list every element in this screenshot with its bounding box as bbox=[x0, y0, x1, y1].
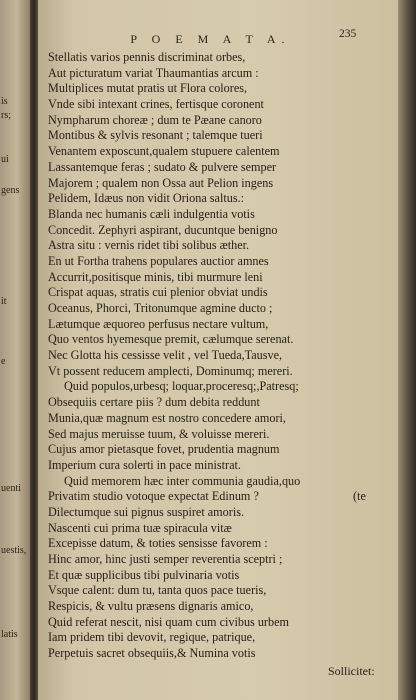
poem-line-text: Lassantemque feras ; sudato & pulvere semper bbox=[48, 159, 277, 174]
poem-line-text: Quid populos,urbesq; loquar,proceresq;,Patresq; bbox=[64, 379, 299, 394]
poem-line-text: Perpetuis sacret obsequiis,& Numina votis bbox=[48, 646, 256, 661]
poem-line bbox=[48, 66, 392, 82]
poem-line bbox=[48, 552, 392, 568]
poem-line-text: Blanda nec humanis cæli indulgentia votis bbox=[48, 206, 255, 221]
side-note: (te bbox=[353, 489, 366, 504]
poem-line bbox=[48, 474, 392, 490]
poem-line-text: Concedit. Zephyri aspirant, ducuntque benigno bbox=[48, 222, 278, 237]
poem-line bbox=[48, 50, 392, 66]
poem-line-text: Accurrit,positisque minis, tibi murmure leni bbox=[48, 269, 263, 284]
poem-line bbox=[48, 176, 392, 192]
poem-line-text: Et quæ supplicibus tibi pulvinaria votis bbox=[48, 567, 240, 582]
poem-line bbox=[48, 254, 392, 270]
page-edge-shadow bbox=[398, 0, 416, 700]
poem-line-text: Iam pridem tibi devovit, regique, patrique, bbox=[48, 630, 256, 645]
poem-line bbox=[48, 630, 392, 646]
poem-line bbox=[48, 160, 392, 176]
poem-line-text: Respicis, & vultu præsens dignaris amico, bbox=[48, 599, 254, 614]
poem-line bbox=[48, 317, 392, 333]
poem-line-text: Vnde sibi intexant crines, fertisque coronent bbox=[48, 97, 264, 112]
poem-line-text: Crispat aquas, stratis cui plenior obviat undis bbox=[48, 285, 268, 300]
poem-line bbox=[48, 583, 392, 599]
left-page-fragment: uestis, bbox=[1, 545, 27, 556]
page-number: 235 bbox=[339, 28, 357, 40]
poem-line bbox=[48, 536, 392, 552]
poem-line-text: Quid memorem hæc inter communia gaudia,quo bbox=[64, 473, 301, 488]
poem-line bbox=[48, 458, 392, 474]
poem-line-text: Quo ventos hyemesque premit, cælumque serenat. bbox=[48, 332, 294, 347]
poem-line bbox=[48, 270, 392, 286]
poem-line bbox=[48, 81, 392, 97]
poem-line bbox=[48, 568, 392, 584]
poem-line-text: En ut Fortha trahens populares auctior amnes bbox=[48, 253, 269, 268]
poem-line bbox=[48, 191, 392, 207]
poem-line-text: Dilectumque sui pignus suspiret amoris. bbox=[48, 504, 244, 519]
poem-line-text: Nascenti cui prima tuæ spiracula vitæ bbox=[48, 520, 232, 535]
poem-line bbox=[48, 348, 392, 364]
poem-line bbox=[48, 646, 392, 662]
book-gutter bbox=[30, 0, 38, 700]
poem-line bbox=[48, 128, 392, 144]
poem-line-text: Sed majus meruisse tuum, & voluisse mereri. bbox=[48, 426, 270, 441]
poem-line bbox=[48, 285, 392, 301]
left-page-fragment: ui bbox=[1, 154, 9, 165]
left-page-fragment: gens bbox=[1, 185, 20, 196]
poem-line bbox=[48, 489, 392, 505]
poem-line bbox=[48, 395, 392, 411]
poem-line-text: Pelidem, Idæus non vidit Oriona saltus.: bbox=[48, 191, 245, 206]
poem-line-text: Lætumque æquoreo perfusus nectare vultum, bbox=[48, 316, 269, 331]
poem-line bbox=[48, 505, 392, 521]
poem-text-block bbox=[48, 50, 392, 662]
poem-line-text: Nympharum choreæ ; dum te Pæane canoro bbox=[48, 112, 262, 127]
poem-line-text: Imperium cura solerti in pace ministrat. bbox=[48, 457, 241, 472]
poem-line bbox=[48, 411, 392, 427]
left-page-fragment: is bbox=[1, 96, 8, 107]
poem-line-text: Hinc amor, hinc justi semper reverentia sceptri ; bbox=[48, 552, 283, 566]
poem-line bbox=[48, 238, 392, 254]
left-page-edge bbox=[0, 0, 30, 700]
poem-line bbox=[48, 521, 392, 537]
poem-line-text: Privatim studio votoque expectat Edinum ? bbox=[48, 489, 259, 504]
poem-line-text: Vsque calent: dum tu, tanta quos pace tueris, bbox=[48, 583, 267, 598]
catchword: Sollicitet: bbox=[328, 664, 375, 678]
poem-line-text: Oceanus, Phorci, Tritonumque agmine ducto ; bbox=[48, 301, 273, 315]
left-page-fragment: rs; bbox=[1, 110, 11, 121]
right-page bbox=[38, 0, 398, 700]
poem-line bbox=[48, 113, 392, 129]
poem-line-text: Nec Glotta his cessisse velit , vel Tueda,Tausve, bbox=[48, 348, 283, 363]
left-page-fragment: uenti bbox=[1, 483, 21, 494]
poem-line bbox=[48, 301, 392, 317]
poem-line bbox=[48, 379, 392, 395]
left-page-fragment: latis bbox=[1, 629, 18, 640]
poem-line-text: Aut picturatum variat Thaumantias arcum : bbox=[48, 65, 259, 80]
poem-line bbox=[48, 144, 392, 160]
poem-line-text: Multiplices mutat pratis ut Flora colores, bbox=[48, 81, 248, 96]
poem-line bbox=[48, 223, 392, 239]
poem-line-text: Munia,quæ magnum est nostro concedere amori, bbox=[48, 410, 286, 425]
running-head: P O E M A T A. bbox=[130, 32, 291, 46]
poem-line bbox=[48, 615, 392, 631]
poem-line-text: Venantem exposcunt,qualem stupuere calentem bbox=[48, 144, 280, 159]
poem-line bbox=[48, 427, 392, 443]
poem-line bbox=[48, 97, 392, 113]
poem-line bbox=[48, 599, 392, 615]
poem-line-text: Astra situ : vernis ridet tibi solibus æther. bbox=[48, 238, 250, 253]
poem-line-text: Excepisse datum, & toties sensisse favorem : bbox=[48, 536, 268, 551]
poem-line-text: Quid referat nescit, nisi quam cum civibus urbem bbox=[48, 614, 289, 629]
poem-line-text: Vt possent reducem amplecti, Dominumq; mereri. bbox=[48, 363, 293, 378]
left-page-fragment: it bbox=[1, 296, 7, 307]
poem-line-text: Cujus amor pietasque fovet, prudentia magnum bbox=[48, 442, 280, 457]
poem-line-text: Majorem ; qualem non Ossa aut Pelion ingens bbox=[48, 175, 274, 190]
poem-line-text: Montibus & sylvis resonant ; talemque tueri bbox=[48, 128, 263, 143]
poem-line bbox=[48, 207, 392, 223]
poem-line bbox=[48, 332, 392, 348]
poem-line-text: Stellatis varios pennis discriminat orbes, bbox=[48, 50, 246, 64]
poem-line bbox=[48, 442, 392, 458]
poem-line-text: Obsequiis certare piis ? dum debita reddunt bbox=[48, 395, 260, 410]
poem-line bbox=[48, 364, 392, 380]
left-page-fragment: e bbox=[1, 356, 6, 367]
